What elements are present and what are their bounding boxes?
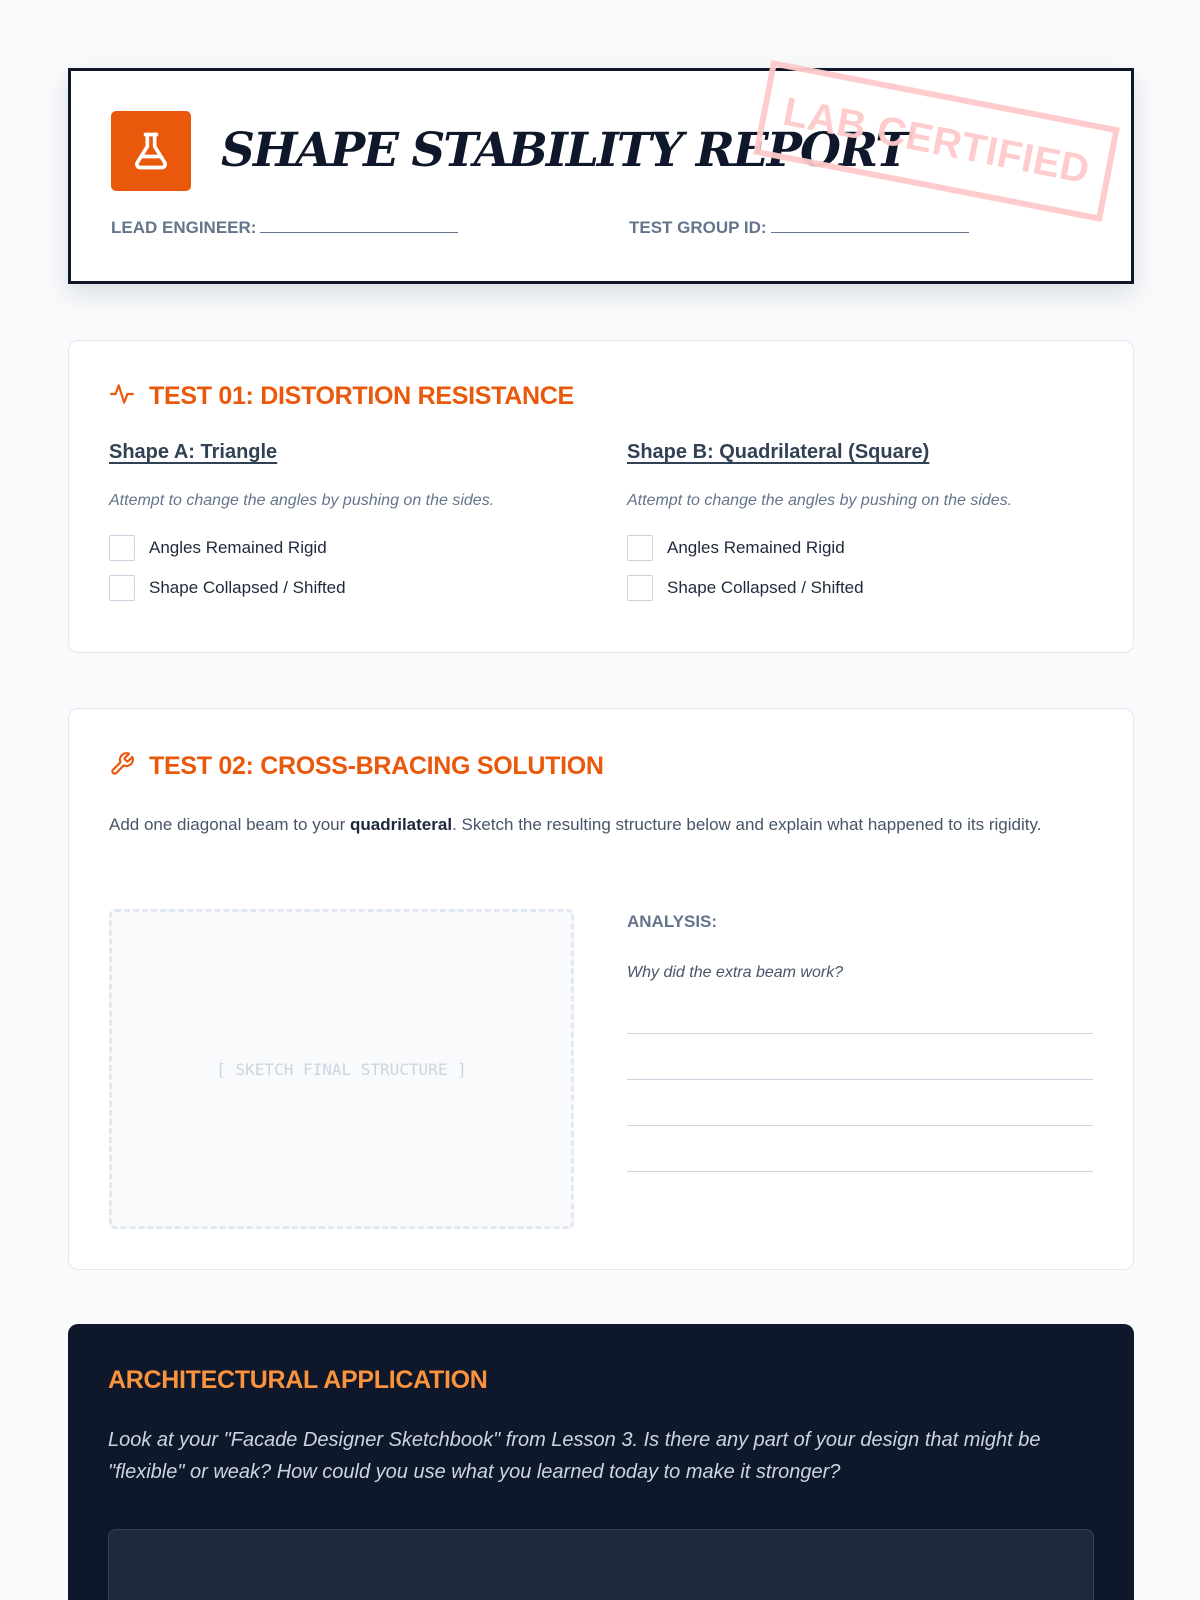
application-section — [68, 1324, 1134, 1600]
application-title: ARCHITECTURAL APPLICATION — [108, 1366, 488, 1394]
shape-a-collapsed-option[interactable] — [109, 574, 569, 602]
answer-line[interactable] — [627, 1126, 1093, 1172]
shape-b-collapsed-option[interactable] — [627, 574, 1087, 602]
shape-a-column — [109, 441, 569, 602]
test-group-blank[interactable] — [771, 231, 969, 233]
shape-b-rigid-checkbox[interactable] — [627, 535, 653, 561]
shape-b-rigid-option[interactable] — [627, 534, 1087, 562]
test-01-title: TEST 01: DISTORTION RESISTANCE — [149, 382, 574, 410]
test-02-title: TEST 02: CROSS-BRACING SOLUTION — [149, 752, 604, 780]
report-header — [68, 68, 1134, 284]
sketch-area[interactable] — [109, 909, 574, 1229]
shape-a-title: Shape A: Triangle — [109, 441, 278, 463]
activity-icon — [109, 381, 135, 412]
shape-b-column — [627, 441, 1087, 602]
answer-line[interactable] — [627, 1034, 1093, 1080]
application-prompt: Look at your "Facade Designer Sketchbook" from Lesson 3. Is there any part of your design that might be "flexible" or weak? How could you use what you learned today to make it stronger? — [108, 1429, 1041, 1483]
shape-b-rigid-label: Angles Remained Rigid — [667, 538, 845, 557]
lead-engineer-field[interactable] — [111, 218, 458, 238]
shape-a-instruction: Attempt to change the angles by pushing on the sides. — [109, 492, 495, 509]
shape-b-instruction: Attempt to change the angles by pushing on the sides. — [627, 492, 1013, 509]
page-title: SHAPE STABILITY REPORT — [221, 123, 909, 178]
sketch-placeholder: [ SKETCH FINAL STRUCTURE ] — [216, 1059, 467, 1079]
answer-line[interactable] — [627, 1080, 1093, 1126]
desc-text-start: Add one diagonal beam to your — [109, 815, 351, 834]
shape-a-rigid-label: Angles Remained Rigid — [149, 538, 327, 557]
analysis-label: ANALYSIS: — [627, 912, 718, 931]
shape-b-collapsed-checkbox[interactable] — [627, 575, 653, 601]
answer-line[interactable] — [627, 982, 1093, 1034]
wrench-icon — [109, 751, 135, 782]
analysis-block — [627, 909, 1093, 1172]
shape-a-rigid-checkbox[interactable] — [109, 535, 135, 561]
test-02-description — [109, 810, 1099, 840]
shape-a-collapsed-checkbox[interactable] — [109, 575, 135, 601]
desc-text-end: . Sketch the resulting structure below and explain what happened to its rigidity. — [452, 815, 1042, 834]
certified-stamp: LAB CERTIFIED — [753, 60, 1120, 222]
test-group-label: TEST GROUP ID: — [629, 218, 767, 237]
shape-b-title: Shape B: Quadrilateral (Square) — [627, 441, 930, 463]
flask-icon — [111, 111, 191, 191]
shape-b-collapsed-label: Shape Collapsed / Shifted — [667, 578, 864, 597]
lead-engineer-label: LEAD ENGINEER: — [111, 218, 257, 237]
test-group-field[interactable] — [629, 218, 969, 238]
application-answer-box[interactable] — [108, 1529, 1094, 1600]
shape-a-collapsed-label: Shape Collapsed / Shifted — [149, 578, 346, 597]
test-01-section — [68, 340, 1134, 653]
test-01-heading — [109, 381, 574, 412]
desc-text-bold: quadrilateral — [350, 815, 453, 834]
analysis-question: Why did the extra beam work? — [627, 964, 844, 981]
test-02-section — [68, 708, 1134, 1270]
shape-a-rigid-option[interactable] — [109, 534, 569, 562]
test-02-heading — [109, 751, 604, 782]
lead-engineer-blank[interactable] — [260, 231, 458, 233]
